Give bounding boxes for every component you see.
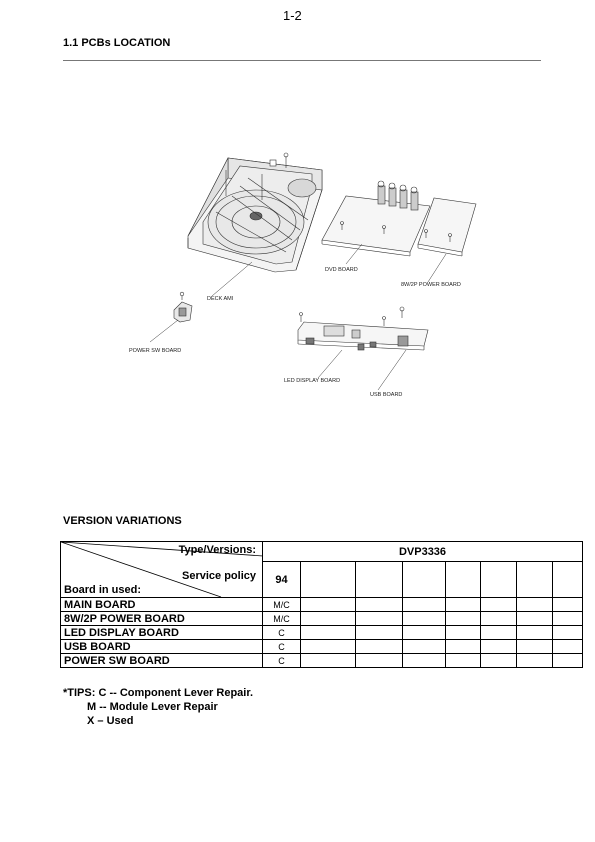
board-name: USB BOARD <box>61 640 263 654</box>
version-header: 94 <box>263 562 301 598</box>
board-name: POWER SW BOARD <box>61 654 263 668</box>
power-board-label: 8W/2P POWER BOARD <box>401 282 461 288</box>
policy-value: M/C <box>263 598 301 612</box>
table-row <box>61 612 583 626</box>
policy-value: M/C <box>263 612 301 626</box>
table-header-corner <box>61 542 263 598</box>
service-policy-label: Service policy <box>182 570 256 582</box>
led-usb-board-drawing <box>298 307 428 350</box>
deck-label: DECK AMI <box>207 296 234 302</box>
empty-cell <box>553 562 583 598</box>
board-name: MAIN BOARD <box>61 598 263 612</box>
policy-value: C <box>263 654 301 668</box>
tips-line-module: M -- Module Lever Repair <box>87 701 218 713</box>
model-header: DVP3336 <box>263 542 583 562</box>
empty-cell <box>446 562 481 598</box>
policy-value: C <box>263 640 301 654</box>
tips-block <box>63 686 253 728</box>
empty-cell <box>301 562 356 598</box>
page-number: 1-2 <box>283 8 302 23</box>
power-sw-board-drawing <box>174 292 192 322</box>
leader-lines <box>150 244 446 390</box>
tips-line-used: X – Used <box>87 715 134 727</box>
tips-line-component: *TIPS: C -- Component Lever Repair. <box>63 687 254 699</box>
empty-cell <box>356 562 403 598</box>
empty-cell <box>403 562 446 598</box>
empty-cell <box>517 562 553 598</box>
table-row <box>61 654 583 668</box>
deck-drawing <box>188 153 322 272</box>
table-row <box>61 598 583 612</box>
dvd-board-label: DVD BOARD <box>325 267 358 273</box>
board-name: 8W/2P POWER BOARD <box>61 612 263 626</box>
version-variations-table <box>60 541 583 668</box>
power-sw-board-label: POWER SW BOARD <box>129 348 182 354</box>
table-row <box>61 626 583 640</box>
table-row <box>61 640 583 654</box>
board-name: LED DISPLAY BOARD <box>61 626 263 640</box>
policy-value: C <box>263 626 301 640</box>
type-versions-label: Type/Versions: <box>178 544 256 556</box>
empty-cell <box>481 562 517 598</box>
led-display-board-label: LED DISPLAY BOARD <box>284 378 341 384</box>
usb-board-label: USB BOARD <box>370 392 403 398</box>
board-in-used-label: Board in used: <box>64 584 142 596</box>
version-variations-title: VERSION VARIATIONS <box>63 515 182 527</box>
dvd-board-drawing <box>322 181 430 256</box>
section-title: 1.1 PCBs LOCATION <box>63 37 171 49</box>
